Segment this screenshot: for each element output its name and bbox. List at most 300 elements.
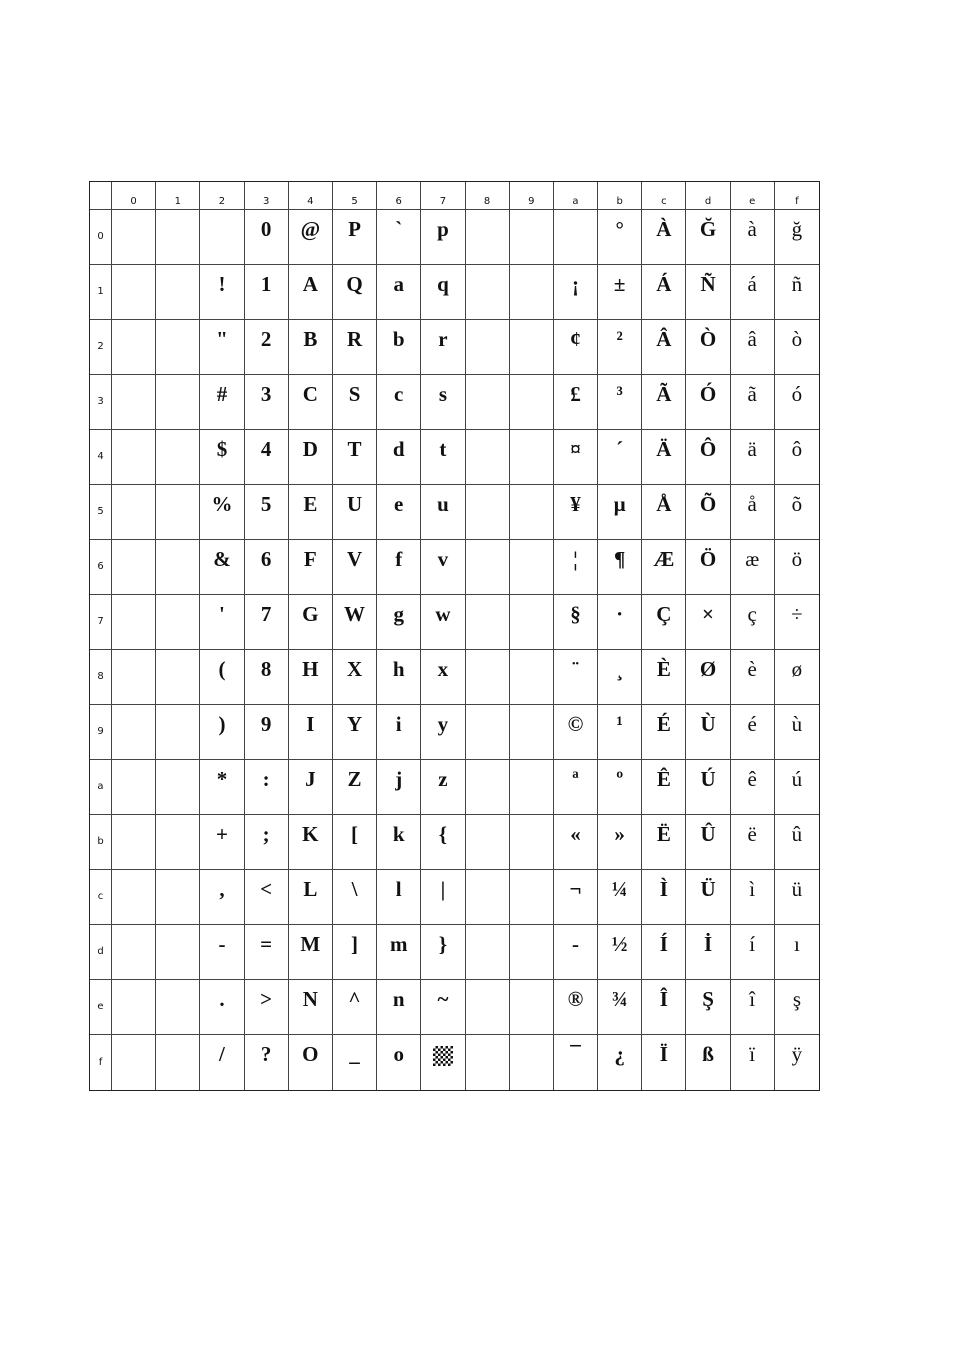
table-cell: [775, 650, 819, 705]
table-cell: [686, 925, 730, 980]
table-cell: [686, 650, 730, 705]
glyph: ñ: [791, 272, 803, 296]
glyph: ç: [747, 602, 757, 626]
glyph: «: [570, 822, 581, 846]
glyph: ¥: [570, 492, 581, 516]
table-cell: [377, 540, 421, 595]
column-header: a: [554, 182, 598, 210]
table-cell: [421, 430, 465, 485]
row-header: 0: [90, 210, 112, 265]
table-cell: [200, 375, 244, 430]
table-cell: [731, 815, 775, 870]
table-cell: [421, 595, 465, 650]
table-cell: [289, 815, 333, 870]
glyph: N: [302, 987, 318, 1011]
table-cell: [731, 430, 775, 485]
table-cell: [333, 265, 377, 320]
glyph: ğ: [791, 217, 803, 241]
glyph: ä: [747, 437, 757, 461]
table-cell: [333, 485, 377, 540]
table-cell: [333, 650, 377, 705]
table-cell: [333, 595, 377, 650]
table-cell: [156, 760, 200, 815]
glyph: D: [302, 437, 318, 461]
table-cell: [554, 1035, 598, 1090]
glyph: ë: [747, 822, 757, 846]
table-cell: [245, 485, 289, 540]
table-cell: [686, 815, 730, 870]
table-cell: [377, 265, 421, 320]
glyph: ¸: [616, 657, 624, 681]
table-cell: [200, 650, 244, 705]
column-header: 0: [112, 182, 156, 210]
table-cell: [466, 210, 510, 265]
table-cell: [200, 870, 244, 925]
glyph: G: [302, 602, 319, 626]
glyph: ¤: [570, 437, 581, 461]
glyph: 1: [260, 272, 272, 296]
table-cell: [598, 870, 642, 925]
column-header: e: [731, 182, 775, 210]
glyph: ê: [747, 767, 757, 791]
table-cell: [333, 760, 377, 815]
table-cell: [642, 760, 686, 815]
table-cell: [333, 1035, 377, 1090]
table-cell: [112, 760, 156, 815]
table-cell: [289, 485, 333, 540]
table-cell: [245, 540, 289, 595]
table-cell: [156, 430, 200, 485]
table-cell: [686, 980, 730, 1035]
table-cell: [554, 595, 598, 650]
table-cell: [245, 210, 289, 265]
table-cell: [289, 430, 333, 485]
glyph: H: [302, 657, 319, 681]
table-cell: [775, 595, 819, 650]
glyph: t: [439, 437, 447, 461]
table-cell: [421, 485, 465, 540]
table-cell: [245, 265, 289, 320]
table-cell: [731, 980, 775, 1035]
glyph: T: [347, 437, 362, 461]
table-cell: [245, 650, 289, 705]
glyph: İ: [703, 932, 713, 956]
table-cell: [112, 485, 156, 540]
table-cell: [289, 375, 333, 430]
table-cell: [775, 375, 819, 430]
glyph: Å: [656, 492, 672, 516]
row-header: 7: [90, 595, 112, 650]
table-cell: [642, 925, 686, 980]
table-cell: [377, 430, 421, 485]
table-cell: [333, 210, 377, 265]
table-cell: [200, 705, 244, 760]
table-cell: [642, 595, 686, 650]
glyph: ¼: [611, 877, 628, 901]
glyph: b: [392, 327, 405, 351]
glyph: Õ: [699, 492, 717, 516]
glyph: ß: [702, 1042, 714, 1066]
table-cell: [731, 210, 775, 265]
table-cell: [112, 265, 156, 320]
glyph: u: [437, 492, 449, 516]
glyph: ·: [616, 602, 624, 626]
glyph: !: [218, 272, 226, 296]
glyph: ö: [791, 547, 803, 571]
glyph: /: [219, 1042, 225, 1066]
table-cell: [554, 925, 598, 980]
glyph: è: [747, 657, 757, 681]
glyph: ¦: [573, 547, 578, 571]
table-cell: [466, 595, 510, 650]
glyph: ù: [791, 712, 803, 736]
table-cell: [510, 650, 554, 705]
column-header: 9: [510, 182, 554, 210]
column-header: 7: [421, 182, 465, 210]
table-cell: [421, 650, 465, 705]
table-cell: [466, 870, 510, 925]
glyph: 2: [260, 327, 272, 351]
glyph: ¢: [570, 327, 581, 351]
table-cell: [466, 265, 510, 320]
table-cell: [377, 870, 421, 925]
table-cell: [598, 375, 642, 430]
table-cell: [598, 815, 642, 870]
table-cell: [598, 485, 642, 540]
glyph: Ø: [699, 657, 717, 681]
table-cell: [245, 320, 289, 375]
glyph: r: [438, 327, 448, 351]
glyph: U: [346, 492, 363, 516]
table-cell: [200, 265, 244, 320]
row-header: 6: [90, 540, 112, 595]
table-cell: [377, 375, 421, 430]
glyph: 5: [260, 492, 272, 516]
table-cell: [642, 485, 686, 540]
glyph: W: [344, 602, 366, 626]
table-cell: [156, 925, 200, 980]
glyph: ¾: [611, 987, 628, 1011]
glyph: d: [392, 437, 405, 461]
table-cell: [156, 265, 200, 320]
table-cell: [112, 705, 156, 760]
glyph: ô: [791, 437, 803, 461]
row-header: b: [90, 815, 112, 870]
glyph: 0: [260, 217, 272, 241]
column-header: 6: [377, 182, 421, 210]
column-header: 1: [156, 182, 200, 210]
table-cell: [775, 870, 819, 925]
row-header: 3: [90, 375, 112, 430]
table-cell: [289, 265, 333, 320]
glyph: f: [395, 547, 403, 571]
table-cell: [245, 705, 289, 760]
column-header: 4: [289, 182, 333, 210]
glyph: ]: [351, 932, 359, 956]
glyph: Â: [656, 327, 672, 351]
glyph: K: [302, 822, 319, 846]
table-cell: [510, 265, 554, 320]
character-code-table: [89, 181, 820, 1091]
glyph: â: [747, 327, 757, 351]
glyph: µ: [613, 492, 626, 516]
table-cell: [200, 320, 244, 375]
glyph: ²: [616, 327, 623, 351]
table-cell: [775, 1035, 819, 1090]
glyph: æ: [745, 547, 760, 571]
glyph: ú: [791, 767, 803, 791]
glyph: k: [392, 822, 405, 846]
table-cell: [156, 375, 200, 430]
table-cell: [333, 925, 377, 980]
glyph: À: [656, 217, 672, 241]
table-cell: [642, 430, 686, 485]
glyph: o: [393, 1042, 404, 1066]
glyph: E: [303, 492, 318, 516]
table-cell: [642, 265, 686, 320]
glyph: ¹: [616, 712, 623, 736]
table-cell: [598, 265, 642, 320]
table-cell: [112, 815, 156, 870]
glyph: ®: [567, 987, 584, 1011]
glyph: -: [218, 932, 226, 956]
table-cell: [333, 870, 377, 925]
table-cell: [775, 430, 819, 485]
table-cell: [554, 265, 598, 320]
glyph: ©: [567, 712, 584, 736]
table-cell: [200, 210, 244, 265]
glyph: Ğ: [699, 217, 717, 241]
table-cell: [200, 925, 244, 980]
glyph: B: [303, 327, 318, 351]
column-header: f: [775, 182, 819, 210]
table-cell: [245, 925, 289, 980]
table-cell: [377, 925, 421, 980]
table-cell: [156, 485, 200, 540]
table-cell: [775, 815, 819, 870]
table-cell: [775, 485, 819, 540]
table-cell: [421, 1035, 465, 1090]
table-cell: [731, 485, 775, 540]
table-cell: [642, 540, 686, 595]
table-cell: [466, 650, 510, 705]
glyph: ı: [793, 932, 800, 956]
table-cell: [466, 540, 510, 595]
glyph: |: [440, 877, 446, 901]
glyph: h: [392, 657, 405, 681]
table-cell: [598, 595, 642, 650]
table-cell: [686, 1035, 730, 1090]
glyph: Ë: [656, 822, 671, 846]
column-header: 8: [466, 182, 510, 210]
glyph: Ï: [659, 1042, 668, 1066]
table-cell: [510, 320, 554, 375]
glyph: ×: [702, 602, 715, 626]
glyph: ,: [219, 877, 225, 901]
table-cell: [289, 870, 333, 925]
table-cell: [200, 760, 244, 815]
table-cell: [466, 980, 510, 1035]
glyph: Ö: [699, 547, 717, 571]
glyph: Ş: [702, 987, 714, 1011]
table-cell: [377, 320, 421, 375]
glyph: (: [218, 657, 226, 681]
glyph: õ: [791, 492, 803, 516]
glyph: ò: [791, 327, 803, 351]
table-cell: [421, 760, 465, 815]
table-cell: [510, 1035, 554, 1090]
table-cell: [598, 705, 642, 760]
table-cell: [112, 595, 156, 650]
table-cell: [333, 705, 377, 760]
table-cell: [686, 760, 730, 815]
glyph: Æ: [653, 547, 675, 571]
glyph: =: [260, 932, 273, 956]
table-cell: [333, 980, 377, 1035]
glyph: P: [348, 217, 361, 241]
table-cell: [289, 210, 333, 265]
table-cell: [598, 980, 642, 1035]
table-cell: [377, 650, 421, 705]
column-header: 3: [245, 182, 289, 210]
table-cell: [466, 925, 510, 980]
glyph: S: [348, 382, 361, 406]
glyph: e: [394, 492, 404, 516]
row-header: e: [90, 980, 112, 1035]
table-cell: [156, 705, 200, 760]
table-cell: [156, 980, 200, 1035]
glyph: á: [747, 272, 757, 296]
glyph: .: [219, 987, 225, 1011]
table-cell: [466, 375, 510, 430]
glyph: £: [570, 382, 581, 406]
table-cell: [377, 485, 421, 540]
column-header: b: [598, 182, 642, 210]
table-cell: [510, 870, 554, 925]
glyph: A: [302, 272, 318, 296]
glyph: +: [215, 822, 228, 846]
row-header: c: [90, 870, 112, 925]
table-cell: [156, 210, 200, 265]
table-cell: [775, 540, 819, 595]
table-cell: [466, 430, 510, 485]
glyph: @: [300, 217, 321, 241]
table-cell: [510, 925, 554, 980]
table-cell: [112, 1035, 156, 1090]
glyph: :: [262, 767, 270, 791]
table-cell: [245, 870, 289, 925]
table-cell: [200, 815, 244, 870]
glyph: F: [303, 547, 317, 571]
table-cell: [245, 375, 289, 430]
glyph: z: [438, 767, 448, 791]
table-cell: [112, 650, 156, 705]
column-header: d: [686, 182, 730, 210]
table-cell: [554, 540, 598, 595]
glyph: ~: [437, 987, 449, 1011]
glyph: î: [749, 987, 756, 1011]
table-cell: [554, 485, 598, 540]
glyph: ü: [791, 877, 803, 901]
table-cell: [200, 595, 244, 650]
glyph: Ò: [699, 327, 717, 351]
table-cell: [156, 650, 200, 705]
table-cell: [421, 540, 465, 595]
glyph: Z: [347, 767, 362, 791]
table-cell: [642, 980, 686, 1035]
glyph: &: [213, 547, 231, 571]
table-cell: [333, 540, 377, 595]
table-cell: [377, 760, 421, 815]
glyph: ±: [613, 272, 626, 296]
glyph: Ä: [656, 437, 672, 461]
table-cell: [421, 265, 465, 320]
glyph: x: [437, 657, 449, 681]
glyph: ³: [616, 382, 623, 406]
glyph: à: [747, 217, 757, 241]
glyph: 3: [260, 382, 272, 406]
table-cell: [510, 980, 554, 1035]
table-cell: [156, 540, 200, 595]
table-cell: [510, 815, 554, 870]
glyph: $: [216, 437, 228, 461]
table-cell: [731, 1035, 775, 1090]
glyph: È: [656, 657, 671, 681]
table-cell: [554, 815, 598, 870]
glyph: [: [351, 822, 359, 846]
table-cell: [686, 375, 730, 430]
glyph: Ç: [656, 602, 672, 626]
table-cell: [731, 705, 775, 760]
table-cell: [289, 650, 333, 705]
glyph: û: [791, 822, 803, 846]
table-cell: [200, 1035, 244, 1090]
table-cell: [333, 320, 377, 375]
glyph: Ü: [700, 877, 716, 901]
table-cell: [554, 375, 598, 430]
glyph: }: [438, 932, 448, 956]
column-header: 5: [333, 182, 377, 210]
glyph: I: [306, 712, 315, 736]
glyph: `: [395, 217, 403, 241]
table-cell: [377, 705, 421, 760]
glyph: °: [615, 217, 624, 241]
table-cell: [775, 980, 819, 1035]
glyph: ¿: [614, 1042, 625, 1066]
row-header: d: [90, 925, 112, 980]
table-cell: [466, 485, 510, 540]
glyph: *: [216, 767, 228, 791]
table-cell: [598, 430, 642, 485]
table-cell: [731, 540, 775, 595]
glyph: Ú: [700, 767, 716, 791]
table-cell: [245, 760, 289, 815]
table-cell: [112, 540, 156, 595]
glyph: ¶: [613, 547, 626, 571]
table-cell: [642, 815, 686, 870]
glyph: a: [393, 272, 404, 296]
table-cell: [598, 540, 642, 595]
table-cell: [377, 980, 421, 1035]
table-cell: [245, 980, 289, 1035]
table-cell: [775, 265, 819, 320]
glyph: Ô: [699, 437, 717, 461]
checker-block-icon: [433, 1046, 453, 1066]
glyph: ø: [791, 657, 803, 681]
glyph: º: [616, 767, 624, 791]
table-cell: [377, 595, 421, 650]
table-cell: [112, 320, 156, 375]
